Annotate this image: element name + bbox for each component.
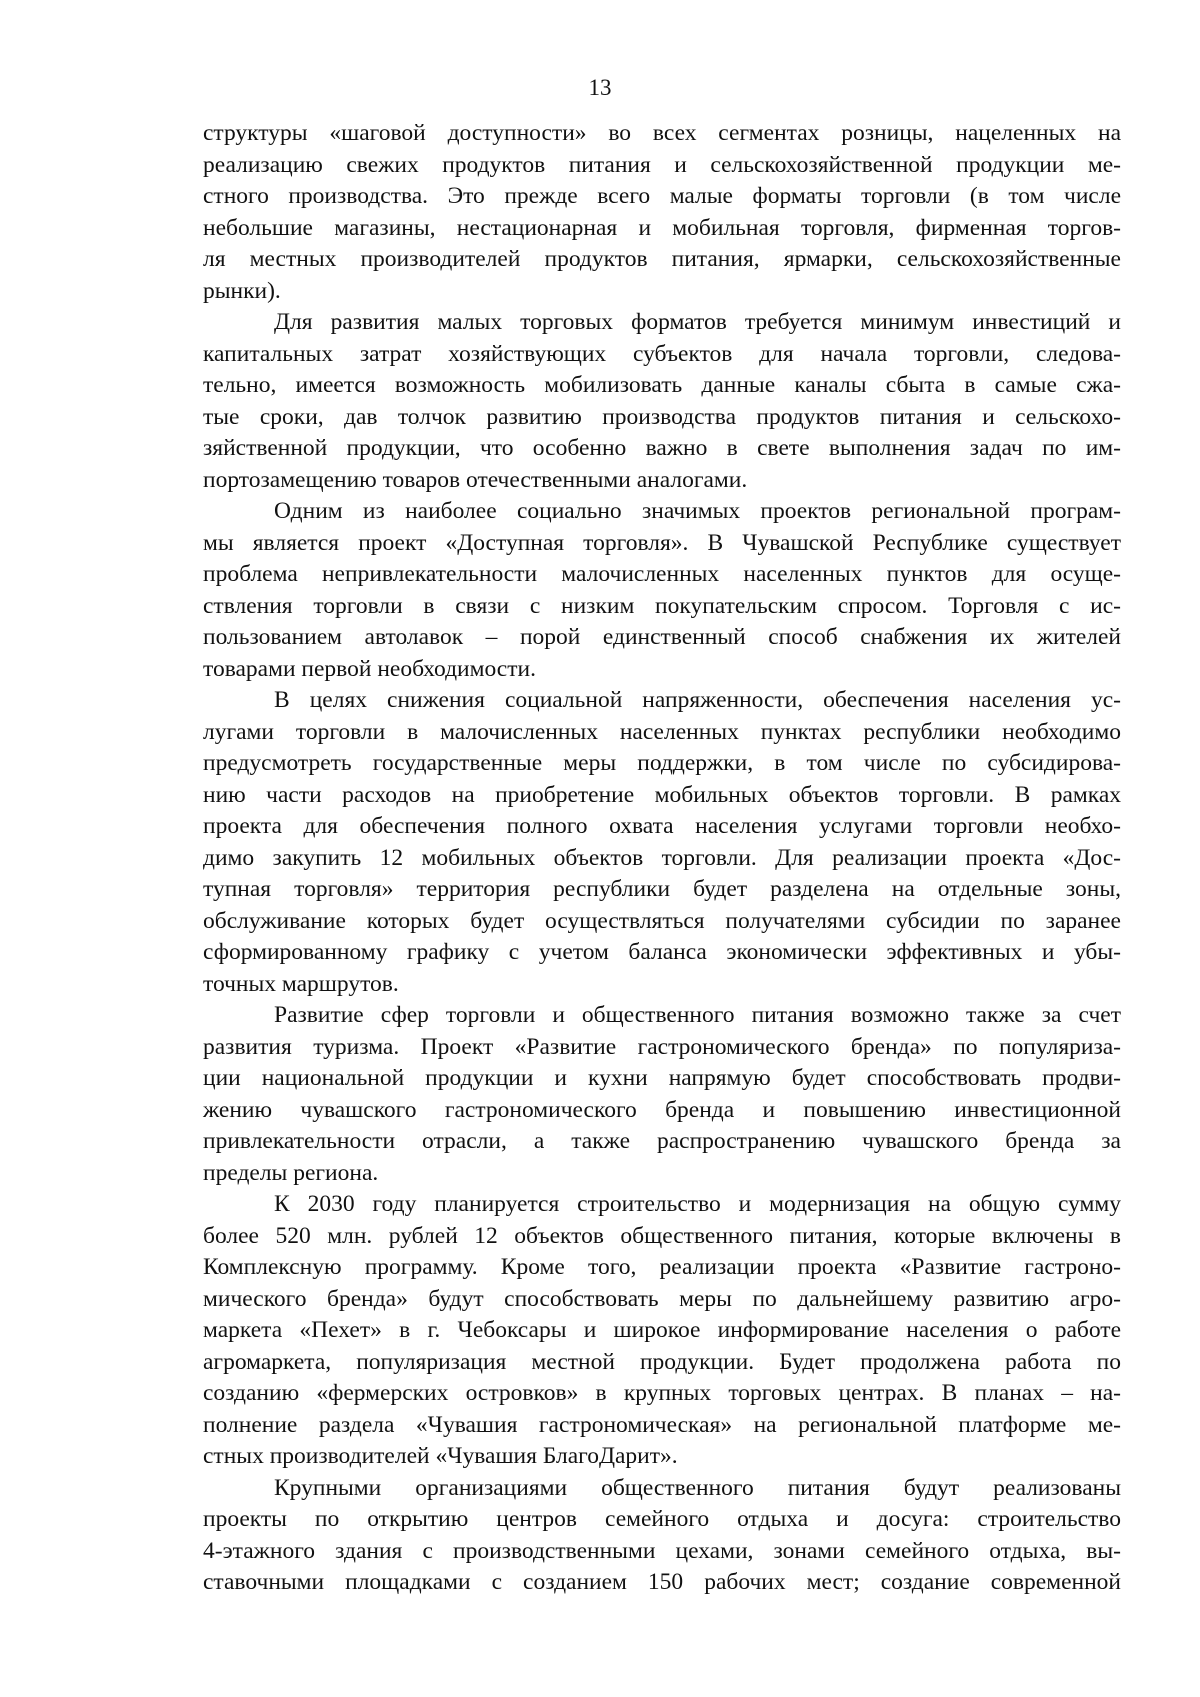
document-body-text	[203, 118, 1121, 1599]
text-line: ции национальной продукции и кухни напрямую будет способствовать продви-	[203, 1065, 1121, 1091]
text-line: более 520 млн. рублей 12 объектов общественного питания, которые включены в	[203, 1222, 1121, 1249]
text-line: Для развития малых торговых форматов требуется минимум инвестиций и	[274, 309, 1121, 335]
text-line: портозамещению товаров отечественными аналогами.	[203, 466, 748, 493]
text-line: полнение раздела «Чувашия гастрономическая» на региональной платформе ме-	[203, 1411, 1121, 1438]
text-line: В целях снижения социальной напряженности, обеспечения населения ус-	[274, 687, 1121, 713]
text-line: жению чувашского гастрономического бренда и повышению инвестиционной	[203, 1096, 1121, 1123]
text-line: пользованием автолавок – порой единственный способ снабжения их жителей	[203, 624, 1121, 650]
text-line: мы является проект «Доступная торговля». В Чувашской Республике существует	[203, 529, 1121, 556]
text-line: тые сроки, дав толчок развитию производства продуктов питания и сельскохо-	[203, 403, 1121, 430]
text-line: зяйственной продукции, что особенно важно в свете выполнения задач по им-	[203, 435, 1121, 461]
text-line: проекты по открытию центров семейного отдыха и досуга: строительство	[203, 1506, 1121, 1532]
text-line: агромаркета, популяризация местной продукции. Будет продолжена работа по	[203, 1348, 1121, 1375]
text-line: обслуживание которых будет осуществляться получателями субсидии по заранее	[203, 907, 1121, 934]
text-line: ставочными площадками с созданием 150 рабочих мест; создание современной	[203, 1569, 1121, 1595]
text-line: 4-этажного здания с производственными цехами, зонами семейного отдыха, вы-	[203, 1537, 1121, 1564]
text-line: димо закупить 12 мобильных объектов торговли. Для реализации проекта «Дос-	[203, 844, 1121, 871]
text-line: ствления торговли в связи с низким покупательским спросом. Торговля с ис-	[203, 592, 1121, 619]
text-line: структуры «шаговой доступности» во всех сегментах розницы, нацеленных на	[203, 120, 1121, 146]
text-line: сформированному графику с учетом баланса экономически эффективных и убы-	[203, 939, 1121, 965]
text-line: рынки).	[203, 277, 281, 304]
text-line: предусмотреть государственные меры поддержки, в том числе по субсидирова-	[203, 750, 1121, 776]
text-line: ля местных производителей продуктов питания, ярмарки, сельскохозяйственные	[203, 246, 1121, 272]
text-line: товарами первой необходимости.	[203, 655, 536, 682]
text-line: стного производства. Это прежде всего малые форматы торговли (в том числе	[203, 183, 1121, 209]
text-line: лугами торговли в малочисленных населенных пунктах республики необходимо	[203, 718, 1121, 745]
text-line: К 2030 году планируется строительство и модернизация на общую сумму	[274, 1191, 1121, 1217]
text-line: капитальных затрат хозяйствующих субъектов для начала торговли, следова-	[203, 340, 1121, 367]
text-line: привлекательности отрасли, а также распространению чувашского бренда за	[203, 1128, 1121, 1154]
text-line: пределы региона.	[203, 1159, 379, 1186]
text-line: Развитие сфер торговли и общественного питания возможно также за счет	[274, 1002, 1121, 1028]
page-number: 13	[588, 75, 612, 100]
text-line: Комплексную программу. Кроме того, реализации проекта «Развитие гастроно-	[203, 1254, 1121, 1280]
text-line: проекта для обеспечения полного охвата населения услугами торговли необхо-	[203, 813, 1121, 839]
text-line: точных маршрутов.	[203, 970, 399, 997]
text-line: небольшие магазины, нестационарная и мобильная торговля, фирменная торгов-	[203, 214, 1121, 241]
text-line: тупная торговля» территория республики будет разделена на отдельные зоны,	[203, 876, 1121, 902]
text-line: Одним из наиболее социально значимых проектов региональной програм-	[274, 498, 1121, 524]
text-line: мического бренда» будут способствовать меры по дальнейшему развитию агро-	[203, 1285, 1121, 1312]
text-line: маркета «Пехет» в г. Чебоксары и широкое информирование населения о работе	[203, 1317, 1121, 1343]
text-line: стных производителей «Чувашия БлагоДарит».	[203, 1443, 678, 1469]
text-line: проблема непривлекательности малочисленных населенных пунктов для осуще-	[203, 561, 1121, 587]
text-line: созданию «фермерских островков» в крупных торговых центрах. В планах – на-	[203, 1380, 1121, 1406]
text-line: реализацию свежих продуктов питания и сельскохозяйственной продукции ме-	[203, 151, 1121, 178]
text-line: развития туризма. Проект «Развитие гастрономического бренда» по популяриза-	[203, 1033, 1121, 1060]
text-line: нию части расходов на приобретение мобильных объектов торговли. В рамках	[203, 781, 1121, 808]
text-line: Крупными организациями общественного питания будут реализованы	[274, 1474, 1121, 1501]
text-line: тельно, имеется возможность мобилизовать данные каналы сбыта в самые сжа-	[203, 372, 1121, 398]
